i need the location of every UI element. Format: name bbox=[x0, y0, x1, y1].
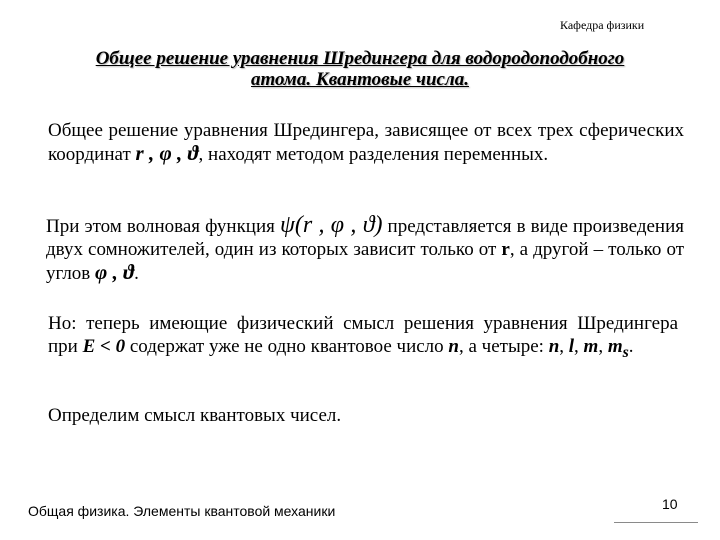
p2-text-b: представляется в виде произведения двух сомножителей, один из которых зависит только от bbox=[46, 216, 684, 260]
title-line-2: атома. Квантовые числа. bbox=[251, 69, 469, 90]
energy-condition: E < 0 bbox=[82, 336, 126, 357]
sep-3: , bbox=[598, 336, 608, 357]
paragraph-general-solution bbox=[48, 119, 684, 166]
p3-n-var: n bbox=[448, 336, 459, 357]
p1-text-b: , находят методом разделения переменных. bbox=[198, 144, 549, 165]
ms-base: m bbox=[607, 336, 623, 357]
quantum-number-ms bbox=[607, 336, 629, 361]
ms-subscript: s bbox=[622, 343, 629, 361]
p3-end: . bbox=[628, 336, 634, 357]
quantum-number-m: m bbox=[583, 336, 599, 357]
paragraph-define-meaning: Определим смысл квантовых чисел. bbox=[48, 405, 342, 426]
sep-2: , bbox=[574, 336, 584, 357]
page-number: 10 bbox=[662, 496, 678, 512]
paragraph-quantum-numbers bbox=[48, 312, 678, 364]
p2-text-d: . bbox=[134, 263, 139, 284]
p2-text-c: , а другой – только от углов bbox=[46, 239, 685, 284]
sep-1: , bbox=[559, 336, 569, 357]
p1-text-a: Общее решение уравнения Шредингера, зависящее от всех трех сферических координат bbox=[48, 120, 684, 165]
p3-text-a: Но: теперь имеющие физический смысл решения уравнения Шредингера при bbox=[48, 313, 678, 357]
p3-text-c: , а четыре: bbox=[458, 336, 544, 357]
psi-formula: ψ(r , φ , ϑ) bbox=[279, 212, 383, 238]
footer-divider bbox=[614, 522, 698, 523]
angles-formula: φ , ϑ bbox=[95, 260, 135, 284]
quantum-number-l: l bbox=[568, 336, 575, 357]
paragraph-wave-function bbox=[46, 214, 684, 285]
p2-r-var: r bbox=[501, 239, 510, 260]
spherical-coords-formula: r , φ , ϑ bbox=[135, 141, 199, 165]
quantum-number-n: n bbox=[548, 336, 560, 357]
department-label: Кафедра физики bbox=[560, 18, 645, 32]
title-line-1: Общее решение уравнения Шредингера для водородоподобного bbox=[95, 48, 625, 69]
p3-text-b: содержат уже не одно квантовое число bbox=[129, 336, 444, 357]
p2-text-a: При этом волновая функция bbox=[46, 216, 275, 237]
slide-title bbox=[40, 48, 680, 90]
footer-course-title: Общая физика. Элементы квантовой механики bbox=[28, 503, 336, 519]
